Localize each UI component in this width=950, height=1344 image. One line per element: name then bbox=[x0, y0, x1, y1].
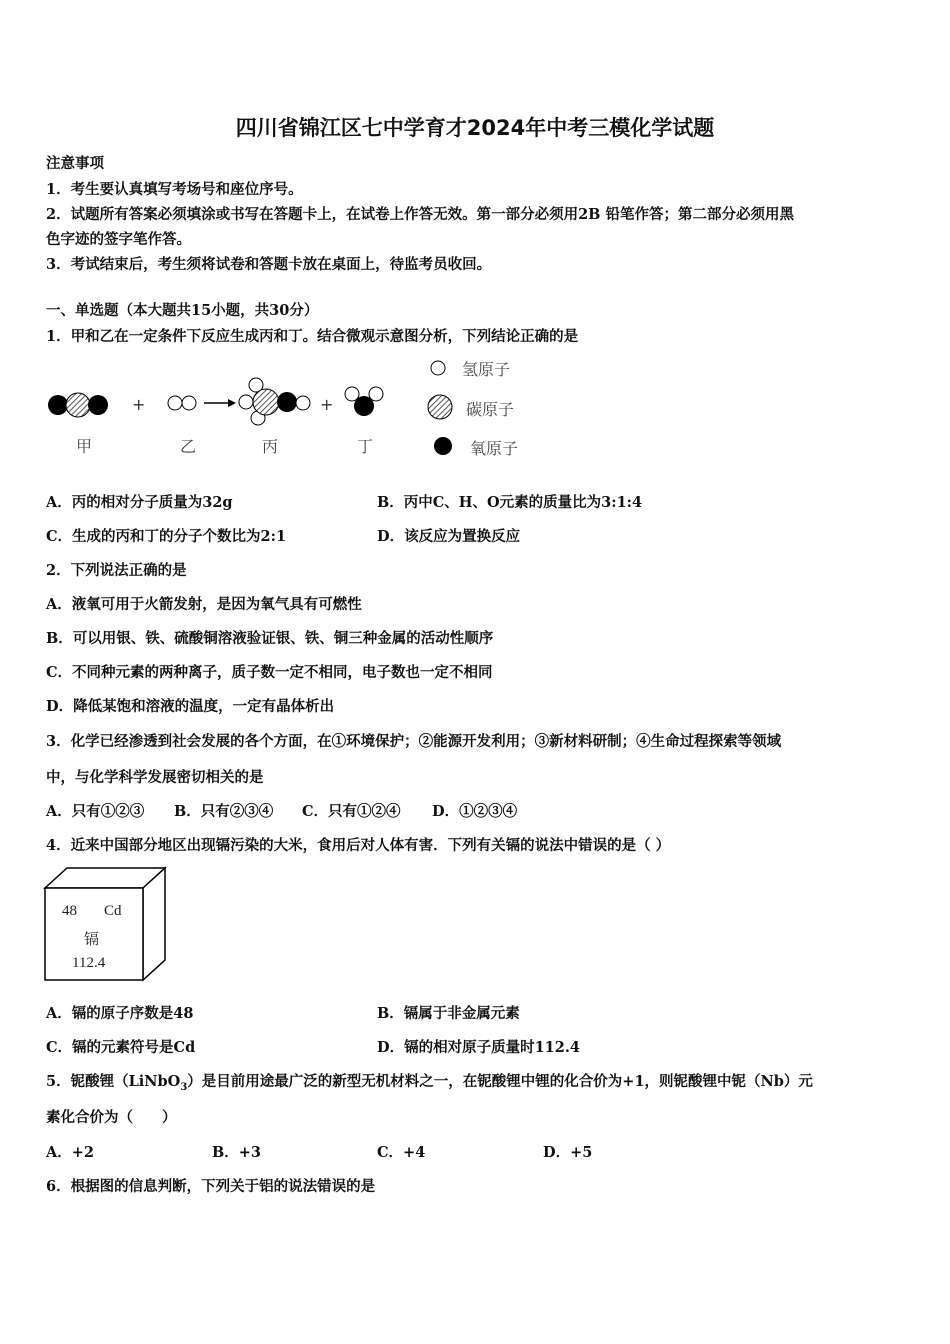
q5-option-b: B．+3 bbox=[212, 1144, 261, 1161]
q1-option-d: D．该反应为置换反应 bbox=[377, 528, 521, 545]
section-heading: 一、单选题（本大题共15小题，共30分） bbox=[46, 302, 319, 319]
label-yi: 乙 bbox=[180, 437, 197, 456]
q1-stem: 1．甲和乙在一定条件下反应生成丙和丁。结合微观示意图分析，下列结论正确的是 bbox=[46, 328, 579, 345]
q4-option-a: A．镉的原子序数是48 bbox=[46, 1005, 194, 1022]
notice-item-1: 1．考生要认真填写考场号和座位序号。 bbox=[46, 181, 303, 198]
svg-text:+: + bbox=[320, 395, 334, 414]
q3-stem-line1: 3．化学已经渗透到社会发展的各个方面，在①环境保护；②能源开发利用；③新材料研制；④生命过程探索等领域 bbox=[46, 733, 782, 750]
q5-option-c: C．+4 bbox=[377, 1144, 426, 1161]
legend-hydrogen-label: 氢原子 bbox=[462, 360, 511, 379]
q2-stem: 2．下列说法正确的是 bbox=[46, 562, 187, 579]
q2-option-d: D．降低某饱和溶液的温度，一定有晶体析出 bbox=[46, 698, 335, 715]
molecule-bing bbox=[239, 378, 310, 425]
label-ding: 丁 bbox=[357, 437, 374, 456]
element-number: 48 bbox=[62, 903, 77, 919]
legend-hydrogen-icon bbox=[431, 361, 445, 375]
label-bing: 丙 bbox=[262, 437, 279, 456]
q2-option-c: C．不同种元素的两种离子，质子数一定不相同，电子数也一定不相同 bbox=[46, 664, 493, 681]
element-mass: 112.4 bbox=[72, 955, 106, 971]
molecule-jia bbox=[48, 393, 108, 417]
legend-oxygen-icon bbox=[434, 437, 452, 455]
legend-carbon-icon bbox=[428, 395, 452, 419]
notice-item-3: 3．考试结束后，考生须将试卷和答题卡放在桌面上，待监考员收回。 bbox=[46, 256, 492, 273]
page-title: 四川省锦江区七中学育才2024年中考三模化学试题 bbox=[235, 116, 715, 140]
q5-stem-line1 bbox=[46, 1071, 813, 1099]
svg-text:+: + bbox=[132, 395, 146, 414]
q5-stem-line2: 素化合价为（ ） bbox=[46, 1109, 177, 1126]
q3-option-a: A．只有①②③ bbox=[46, 803, 145, 820]
legend-oxygen-label: 氧原子 bbox=[470, 439, 519, 458]
q5-option-d: D．+5 bbox=[543, 1144, 593, 1161]
q5-stem-pre: 5．铌酸锂（LiNbO bbox=[46, 1073, 181, 1090]
plus-1 bbox=[132, 395, 145, 414]
notice-item-2: 2．试题所有答案必须填涂或书写在答题卡上，在试卷上作答无效。第一部分必须用2B 铅笔作答；第二部分必须用黑 bbox=[46, 206, 794, 223]
notice-item-2-cont: 色字迹的签字笔作答。 bbox=[46, 231, 191, 248]
q3-option-d: D．①②③④ bbox=[432, 803, 518, 820]
q3-option-c: C．只有①②④ bbox=[302, 803, 401, 820]
plus-2 bbox=[320, 395, 333, 414]
label-jia: 甲 bbox=[76, 437, 93, 456]
q5-stem-sub: 3 bbox=[180, 1081, 188, 1093]
q4-stem: 4．近来中国部分地区出现镉污染的大米，食用后对人体有害．下列有关镉的说法中错误的是（ ） bbox=[46, 837, 671, 854]
q5-stem-post: ）是目前用途最广泛的新型无机材料之一，在铌酸锂中锂的化合价为+1，则铌酸锂中铌（Nb）元 bbox=[187, 1073, 813, 1090]
q1-option-c: C．生成的丙和丁的分子个数比为2:1 bbox=[46, 528, 287, 545]
q2-option-a: A．液氧可用于火箭发射，是因为氧气具有可燃性 bbox=[46, 596, 362, 613]
element-name: 镉 bbox=[84, 932, 100, 948]
q3-option-b: B．只有②③④ bbox=[174, 803, 274, 820]
reaction-arrow-icon bbox=[204, 399, 236, 407]
q6-stem: 6．根据图的信息判断，下列关于铝的说法错误的是 bbox=[46, 1178, 376, 1195]
q4-option-b: B．镉属于非金属元素 bbox=[377, 1005, 520, 1022]
notice-heading: 注意事项 bbox=[46, 155, 104, 172]
q4-option-c: C．镉的元素符号是Cd bbox=[46, 1039, 196, 1056]
q4-option-d: D．镉的相对原子质量时112.4 bbox=[377, 1039, 580, 1056]
molecule-ding bbox=[345, 387, 383, 416]
q2-option-b: B．可以用银、铁、硫酸铜溶液验证银、铁、铜三种金属的活动性顺序 bbox=[46, 630, 494, 647]
molecule-yi bbox=[168, 396, 196, 410]
q1-option-b: B．丙中C、H、O元素的质量比为3:1:4 bbox=[377, 494, 643, 511]
q3-stem-line2: 中，与化学科学发展密切相关的是 bbox=[46, 769, 264, 786]
element-symbol: Cd bbox=[104, 903, 122, 919]
q1-option-a: A．丙的相对分子质量为32g bbox=[46, 494, 233, 511]
legend-carbon-label: 碳原子 bbox=[466, 400, 515, 419]
q5-option-a: A．+2 bbox=[46, 1144, 94, 1161]
